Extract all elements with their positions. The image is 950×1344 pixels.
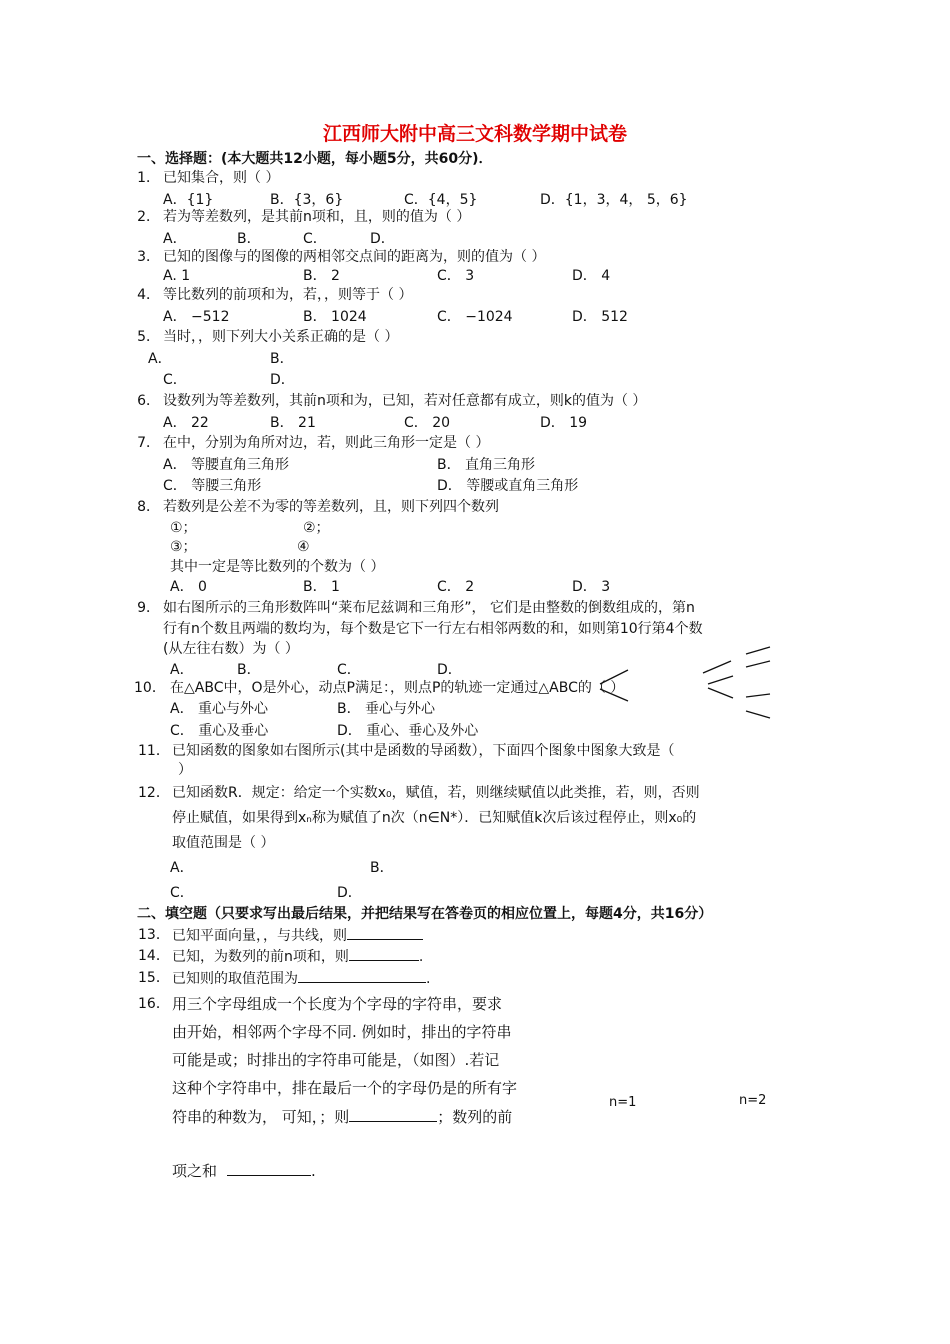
- figure-label-n1: n=1: [609, 1095, 637, 1110]
- q9-option-d: D．: [437, 662, 462, 678]
- q7-option-d: D． 等腰或直角三角形: [437, 478, 579, 494]
- q5-option-b: B．: [270, 351, 294, 367]
- q5-option-a: A．: [148, 351, 172, 367]
- q16-end: .: [311, 1162, 316, 1180]
- q15-end: .: [426, 971, 431, 987]
- q13-answer-blank[interactable]: [347, 925, 423, 940]
- q1-option-b: B．{3，6}: [270, 192, 344, 208]
- q8-option-a: A． 0: [170, 579, 207, 595]
- figure-label-n2: n=2: [739, 1093, 767, 1108]
- q16-line-5: [172, 1103, 512, 1129]
- q15-answer-blank[interactable]: [298, 968, 426, 983]
- q10-text: 在△ABC中，O是外心，动点P满足：，则点P的轨迹一定通过△ABC的（ ）: [170, 680, 625, 696]
- q11-line-2: ）: [178, 762, 192, 778]
- n1-branch-up: [600, 670, 628, 684]
- q8-item-3: ③；: [170, 539, 197, 555]
- q9-option-a: A．: [170, 662, 194, 678]
- q8-number: 8．: [137, 499, 160, 515]
- q4-number: 4．: [137, 287, 160, 303]
- n2-branch-3: [708, 688, 733, 698]
- q11-line-1: 已知函数的图象如右图所示(其中是函数的导函数），下面四个图象中图象大致是（: [172, 743, 675, 759]
- q10-option-c: C． 重心及垂心: [170, 723, 269, 739]
- q12-option-a: A．: [170, 860, 194, 876]
- q5-number: 5．: [137, 329, 160, 345]
- q3-option-b: B． 2: [303, 268, 340, 284]
- q15-text: 已知则的取值范围为: [172, 971, 298, 987]
- q2-option-d: D．: [370, 231, 395, 247]
- q10-option-b: B． 垂心与外心: [337, 701, 436, 717]
- q15-number: 15．: [138, 970, 170, 986]
- q12-line-2: 停止赋值，如果得到xₙ称为赋值了n次（n∈N*）．已知赋值k次后该过程停止，则x₀的: [172, 810, 697, 826]
- q6-option-c: C． 20: [404, 415, 451, 431]
- n2-branch-2: [708, 676, 733, 684]
- q8-option-c: C． 2: [437, 579, 475, 595]
- q12-option-d: D．: [337, 885, 362, 901]
- q16-line-6-text: 项之和: [172, 1162, 218, 1180]
- q7-option-b: B． 直角三角形: [437, 457, 536, 473]
- q5-option-d: D．: [270, 372, 295, 388]
- q16-tree-figure: [590, 610, 790, 720]
- exam-title: 江西师大附中高三文科数学期中试卷: [322, 123, 627, 145]
- q14-number: 14．: [138, 948, 170, 964]
- n1-branch-down: [600, 689, 628, 701]
- q6-text: 设数列为等差数列，其前n项和为，已知，若对任意都有成立，则k的值为（ ）: [163, 393, 647, 409]
- q12-option-b: B．: [370, 860, 394, 876]
- q9-line-3: (从左往右数）为（ ）: [163, 641, 299, 657]
- q12-line-1: 已知函数R．规定：给定一个实数x₀，赋值，若，则继续赋值以此类推，若，则，否则: [172, 785, 700, 801]
- q6-option-d: D． 19: [540, 415, 588, 431]
- q5-text: 当时，，则下列大小关系正确的是（ ）: [163, 329, 399, 345]
- q16-line-5-tail: ；数列的前: [437, 1108, 513, 1126]
- q6-number: 6．: [137, 393, 160, 409]
- n2-branch-1: [703, 661, 731, 673]
- q12-option-c: C．: [170, 885, 194, 901]
- section-choice-heading: 一、选择题：(本大题共12小题，每小题5分，共60分)．: [137, 151, 493, 167]
- q7-number: 7．: [137, 435, 160, 451]
- q8-tail-text: 其中一定是等比数列的个数为（ ）: [170, 559, 385, 575]
- q4-text: 等比数列的前项和为，若，，则等于（ ）: [163, 287, 413, 303]
- n2-branch-4: [746, 647, 770, 654]
- q6-option-a: A． 22: [163, 415, 209, 431]
- q8-item-2: ②；: [303, 520, 330, 536]
- q4-option-b: B． 1024: [303, 309, 367, 325]
- q16-line-5-text: 符串的种数为， 可知，；则: [172, 1108, 350, 1126]
- q7-text: 在中，分别为角所对边，若，则此三角形一定是（ ）: [163, 435, 490, 451]
- q3-option-c: C． 3: [437, 268, 475, 284]
- n2-branch-7: [746, 711, 770, 718]
- q2-text: 若为等差数列，是其前n项和，且，则的值为（ ）: [163, 209, 471, 225]
- q8-option-d: D． 3: [572, 579, 611, 595]
- q7-option-a: A． 等腰直角三角形: [163, 457, 290, 473]
- q1-number: 1．: [137, 170, 160, 186]
- q2-option-a: A．: [163, 231, 187, 247]
- q4-option-c: C． −1024: [437, 309, 513, 325]
- q14-end: .: [418, 949, 424, 965]
- q2-number: 2．: [137, 209, 160, 225]
- q14-answer-blank[interactable]: [349, 946, 419, 961]
- q13-line: [172, 925, 423, 946]
- q10-option-d: D． 重心、垂心及外心: [337, 723, 479, 739]
- q4-option-a: A． −512: [163, 309, 230, 325]
- q2-option-b: B．: [237, 231, 261, 247]
- q11-number: 11．: [138, 743, 170, 759]
- q7-option-c: C． 等腰三角形: [163, 478, 262, 494]
- q16-line-6: [172, 1153, 316, 1183]
- q3-number: 3．: [137, 249, 160, 265]
- q12-number: 12．: [138, 785, 170, 801]
- q13-text: 已知平面向量，，与共线，则: [172, 928, 347, 944]
- q10-number: 10．: [134, 680, 166, 696]
- q8-item-1: ①；: [170, 520, 197, 536]
- q9-line-1: 如右图所示的三角形数阵叫“莱布尼兹调和三角形”， 它们是由整数的倒数组成的，第n: [163, 600, 695, 616]
- q16-line-4: 这种个字符串中，排在最后一个的字母仍是的所有字: [172, 1079, 518, 1097]
- q14-line: [172, 946, 423, 967]
- q1-option-a: A．{1}: [163, 192, 214, 208]
- q8-item-4: ④: [297, 539, 310, 555]
- q16-answer-blank-2[interactable]: [227, 1153, 311, 1176]
- n2-branch-5: [746, 661, 770, 667]
- q16-answer-blank-1[interactable]: [349, 1103, 437, 1122]
- q13-number: 13．: [138, 927, 170, 943]
- q3-text: 已知的图像与的图像的两相邻交点间的距离为，则的值为（ ）: [163, 249, 546, 265]
- q9-option-c: C．: [337, 662, 361, 678]
- q8-text: 若数列是公差不为零的等差数列，且，则下列四个数列: [163, 499, 499, 515]
- q2-option-c: C．: [303, 231, 327, 247]
- q9-option-b: B．: [237, 662, 261, 678]
- q16-number: 16．: [138, 996, 170, 1012]
- q8-option-b: B． 1: [303, 579, 340, 595]
- q6-option-b: B． 21: [270, 415, 316, 431]
- q16-line-1: 用三个字母组成一个长度为个字母的字符串，要求: [172, 995, 503, 1013]
- q1-option-d: D．{1，3，4， 5，6}: [540, 192, 688, 208]
- q16-line-2: 由开始，相邻两个字母不同. 例如时，排出的字符串: [172, 1023, 512, 1041]
- q16-text-block: [172, 990, 564, 1102]
- q3-option-a: A. 1: [163, 268, 191, 284]
- q9-number: 9．: [137, 600, 160, 616]
- q10-option-a: A． 重心与外心: [170, 701, 269, 717]
- q3-option-d: D． 4: [572, 268, 611, 284]
- q1-option-c: C．{4，5}: [404, 192, 478, 208]
- q1-text: 已知集合，则（ ）: [163, 170, 280, 186]
- q4-option-d: D． 512: [572, 309, 628, 325]
- q12-line-3: 取值范围是（ ）: [172, 835, 275, 851]
- q16-line-3: 可能是或；时排出的字符串可能是，（如图）.若记: [172, 1051, 500, 1069]
- q9-line-2: 行有n个数且两端的数均为，每个数是它下一行左右相邻两数的和，如则第10行第4个数: [163, 621, 703, 637]
- q14-text: 已知，为数列的前n项和，则: [172, 949, 349, 965]
- n2-branch-6: [746, 694, 770, 697]
- q15-line: [172, 968, 430, 989]
- q5-option-c: C．: [163, 372, 187, 388]
- section-fill-heading: 二、填空题（只要求写出最后结果，并把结果写在答卷页的相应位置上，每题4分，共16分）: [137, 906, 713, 922]
